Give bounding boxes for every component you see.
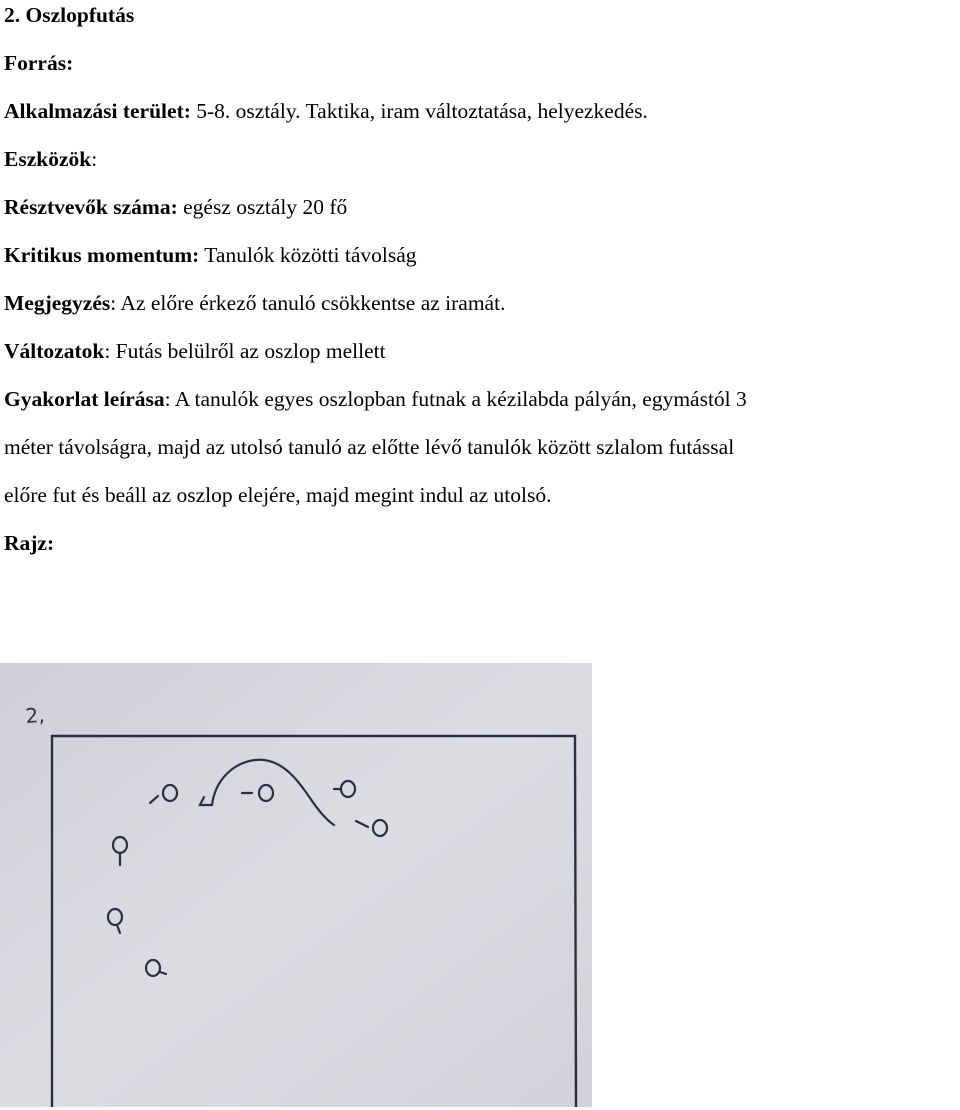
note-row (4, 290, 505, 316)
participants-value: egész osztály 20 fő (183, 195, 348, 219)
participants-label: Résztvevők száma: (4, 195, 178, 219)
description-row (4, 386, 747, 412)
variants-label: Változatok (4, 339, 105, 363)
paper-background (0, 663, 592, 1107)
participants-row (4, 194, 347, 220)
application-area-label: Alkalmazási terület: (4, 99, 191, 123)
variants-value: : Futás belülről az oszlop mellett (104, 339, 386, 363)
source-label: Forrás: (4, 51, 74, 75)
section-title: 2. Oszlopfutás (4, 3, 135, 27)
critical-moment-label: Kritikus momentum: (4, 243, 200, 267)
application-area-row (4, 98, 648, 124)
critical-moment-value: Tanulók közötti távolság (204, 243, 417, 267)
note-label: Megjegyzés (4, 291, 111, 315)
note-value: : Az előre érkező tanuló csökkentse az iramát. (110, 291, 506, 315)
critical-moment-row (4, 242, 417, 268)
tools-row (4, 146, 97, 172)
description-line-3: előre fut és beáll az oszlop elejére, majd megint indul az utolsó. (4, 483, 552, 507)
description-label: Gyakorlat leírása (4, 387, 165, 411)
description-line-2: méter távolságra, majd az utolsó tanuló az előtte lévő tanulók között szlalom futással (4, 435, 735, 459)
application-area-value: 5-8. osztály. Taktika, iram változtatása, helyezkedés. (196, 99, 648, 123)
tools-colon: : (91, 147, 98, 171)
variants-row (4, 338, 386, 364)
drawing-photo (0, 663, 592, 1107)
drawing-label: Rajz: (4, 531, 55, 555)
description-line-1: : A tanulók egyes oszlopban futnak a kézilabda pályán, egymástól 3 (164, 387, 747, 411)
tools-label: Eszközök (4, 147, 92, 171)
handwritten-number: 2, (24, 702, 46, 728)
